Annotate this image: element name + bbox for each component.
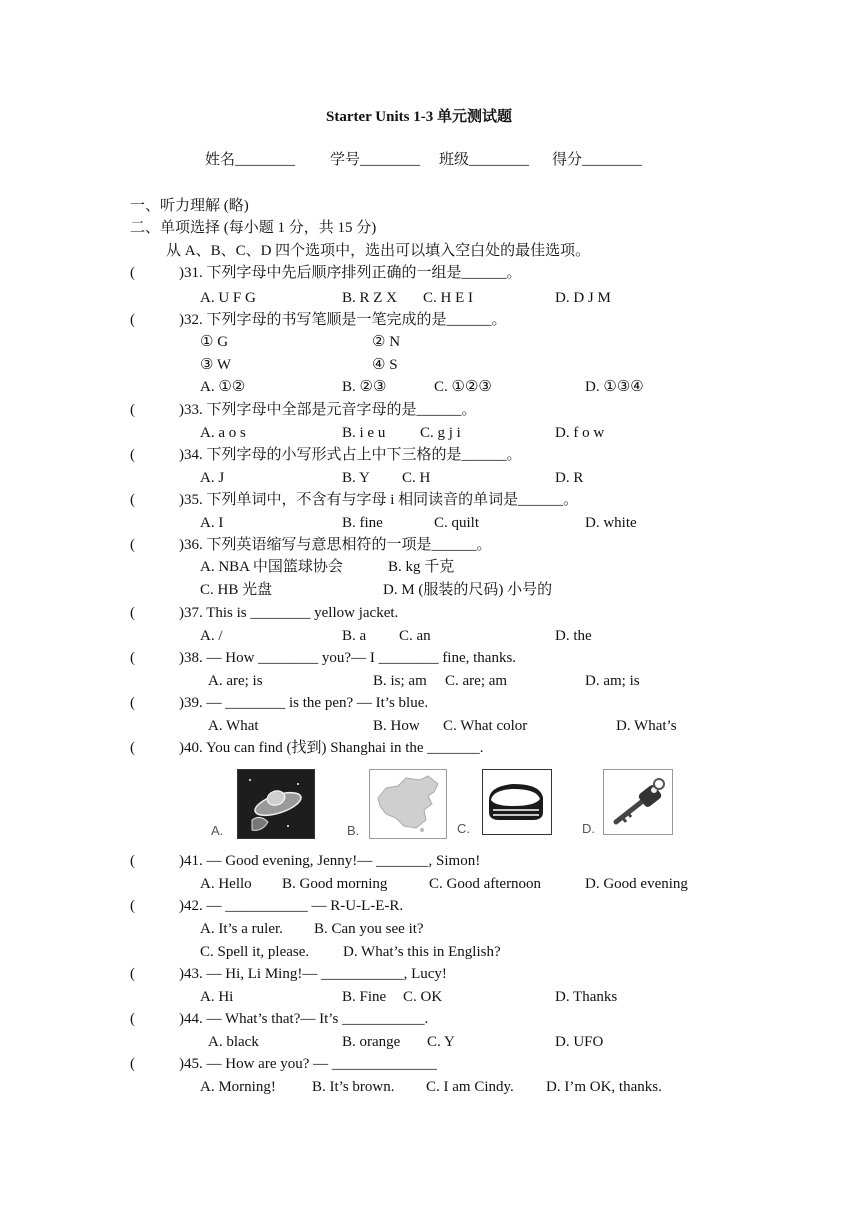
q31-option-d: D. D J M — [555, 290, 611, 306]
q32-option-c: C. ①②③ — [434, 379, 492, 395]
q44-option-c: C. Y — [427, 1034, 455, 1050]
question-33: )33. 下列字母中全部是元音字母的是______。 — [179, 402, 477, 418]
china-map-picture — [369, 769, 447, 839]
key-picture — [603, 769, 673, 835]
q43-option-a: A. Hi — [200, 989, 234, 1005]
q34-option-c: C. H — [402, 470, 431, 486]
answer-blank[interactable]: ( — [130, 605, 135, 621]
ufo-icon — [238, 770, 314, 838]
question-31: )31. 下列字母中先后顺序排列正确的一组是______。 — [179, 265, 522, 281]
answer-blank[interactable]: ( — [130, 492, 135, 508]
answer-blank[interactable]: ( — [130, 1056, 135, 1072]
question-37: )37. This is ________ yellow jacket. — [179, 605, 399, 621]
q40-option-a: A. — [211, 823, 224, 838]
q32-item-2: ② N — [372, 334, 401, 350]
q33-option-b: B. i e u — [342, 425, 386, 441]
q38-option-c: C. are; am — [445, 673, 508, 689]
q37-option-b: B. a — [342, 628, 367, 644]
key-icon — [604, 770, 672, 834]
q38-option-d: D. am; is — [585, 673, 640, 689]
q41-option-a: A. Hello — [200, 876, 252, 892]
q45-option-c: C. I am Cindy. — [426, 1079, 514, 1095]
q44-option-a: A. black — [208, 1034, 259, 1050]
q32-item-1: ① G — [200, 334, 229, 350]
q45-option-a: A. Morning! — [200, 1079, 276, 1095]
q42-option-b: B. Can you see it? — [314, 921, 424, 937]
q39-option-d: D. What’s — [616, 718, 677, 734]
q35-option-d: D. white — [585, 515, 637, 531]
name-field[interactable]: 姓名________ — [205, 152, 296, 168]
answer-blank[interactable]: ( — [130, 853, 135, 869]
q40-option-d: D. — [582, 821, 595, 836]
q39-option-b: B. How — [373, 718, 420, 734]
q35-option-a: A. I — [200, 515, 224, 531]
q43-option-b: B. Fine — [342, 989, 387, 1005]
q42-option-a: A. It’s a ruler. — [200, 921, 283, 937]
answer-blank[interactable]: ( — [130, 537, 135, 553]
q34-option-a: A. J — [200, 470, 225, 486]
answer-blank[interactable]: ( — [130, 966, 135, 982]
q44-option-b: B. orange — [342, 1034, 401, 1050]
q31-option-b: B. R Z X — [342, 290, 398, 306]
q33-option-c: C. g j i — [420, 425, 461, 441]
answer-blank[interactable]: ( — [130, 898, 135, 914]
q39-option-c: C. What color — [443, 718, 528, 734]
answer-blank[interactable]: ( — [130, 312, 135, 328]
answer-blank[interactable]: ( — [130, 1011, 135, 1027]
answer-blank[interactable]: ( — [130, 265, 135, 281]
q33-option-a: A. a o s — [200, 425, 246, 441]
question-34: )34. 下列字母的小写形式占上中下三格的是______。 — [179, 447, 522, 463]
quilt-picture — [482, 769, 552, 835]
question-38: )38. — How ________ you?— I ________ fine, thanks. — [179, 650, 517, 666]
q36-option-a: A. NBA 中国篮球协会 — [200, 559, 343, 575]
quilt-icon — [483, 770, 551, 834]
q34-option-d: D. R — [555, 470, 584, 486]
q36-option-b: B. kg 千克 — [388, 559, 455, 575]
q45-option-b: B. It’s brown. — [312, 1079, 395, 1095]
student-number-field[interactable]: 学号________ — [330, 152, 421, 168]
question-43: )43. — Hi, Li Ming!— ___________, Lucy! — [179, 966, 447, 982]
q42-option-c: C. Spell it, please. — [200, 944, 310, 960]
q38-option-a: A. are; is — [208, 673, 263, 689]
question-42: )42. — ___________ — R-U-L-E-R. — [179, 898, 404, 914]
q43-option-d: D. Thanks — [555, 989, 618, 1005]
q39-option-a: A. What — [208, 718, 259, 734]
q38-option-b: B. is; am — [373, 673, 427, 689]
q41-option-b: B. Good morning — [282, 876, 388, 892]
q36-option-d: D. M (服装的尺码) 小号的 — [383, 582, 553, 598]
q37-option-c: C. an — [399, 628, 431, 644]
q33-option-d: D. f o w — [555, 425, 605, 441]
q35-option-b: B. fine — [342, 515, 383, 531]
score-field[interactable]: 得分________ — [552, 152, 643, 168]
q31-option-a: A. U F G — [200, 290, 256, 306]
q32-option-b: B. ②③ — [342, 379, 387, 395]
q32-option-a: A. ①② — [200, 379, 246, 395]
question-32: )32. 下列字母的书写笔顺是一笔完成的是______。 — [179, 312, 507, 328]
class-field[interactable]: 班级________ — [439, 152, 530, 168]
question-39: )39. — ________ is the pen? — It’s blue. — [179, 695, 429, 711]
ufo-picture — [237, 769, 315, 839]
q37-option-a: A. / — [200, 628, 223, 644]
section-listening: 一、听力理解 (略) — [130, 198, 249, 214]
q36-option-c: C. HB 光盘 — [200, 582, 273, 598]
q42-option-d: D. What’s this in English? — [343, 944, 501, 960]
q40-option-c: C. — [457, 821, 470, 836]
answer-blank[interactable]: ( — [130, 740, 135, 756]
q32-option-d: D. ①③④ — [585, 379, 644, 395]
map-icon — [370, 770, 446, 838]
question-41: )41. — Good evening, Jenny!— _______, Simon! — [179, 853, 481, 869]
q41-option-d: D. Good evening — [585, 876, 688, 892]
q35-option-c: C. quilt — [434, 515, 480, 531]
question-35: )35. 下列单词中，不含有与字母 i 相同读音的单词是______。 — [179, 492, 579, 508]
page-title: Starter Units 1-3 单元测试题 — [326, 109, 512, 125]
q43-option-c: C. OK — [403, 989, 443, 1005]
q41-option-c: C. Good afternoon — [429, 876, 542, 892]
section-instruction: 从 A、B、C、D 四个选项中，选出可以填入空白处的最佳选项。 — [166, 243, 591, 259]
q32-item-4: ④ S — [372, 357, 398, 373]
question-44: )44. — What’s that?— It’s ___________. — [179, 1011, 429, 1027]
answer-blank[interactable]: ( — [130, 695, 135, 711]
q40-option-b: B. — [347, 823, 360, 838]
question-40: )40. You can find (找到) Shanghai in the _______. — [179, 740, 484, 756]
q34-option-b: B. Y — [342, 470, 370, 486]
q31-option-c: C. H E I — [423, 290, 473, 306]
answer-blank[interactable]: ( — [130, 447, 135, 463]
q45-option-d: D. I’m OK, thanks. — [546, 1079, 662, 1095]
q44-option-d: D. UFO — [555, 1034, 604, 1050]
section-choice: 二、单项选择 (每小题 1 分，共 15 分) — [130, 220, 377, 236]
answer-blank[interactable]: ( — [130, 402, 135, 418]
answer-blank[interactable]: ( — [130, 650, 135, 666]
q32-item-3: ③ W — [200, 357, 232, 373]
q37-option-d: D. the — [555, 628, 592, 644]
question-45: )45. — How are you? — ______________ — [179, 1056, 437, 1072]
question-36: )36. 下列英语缩写与意思相符的一项是______。 — [179, 537, 492, 553]
